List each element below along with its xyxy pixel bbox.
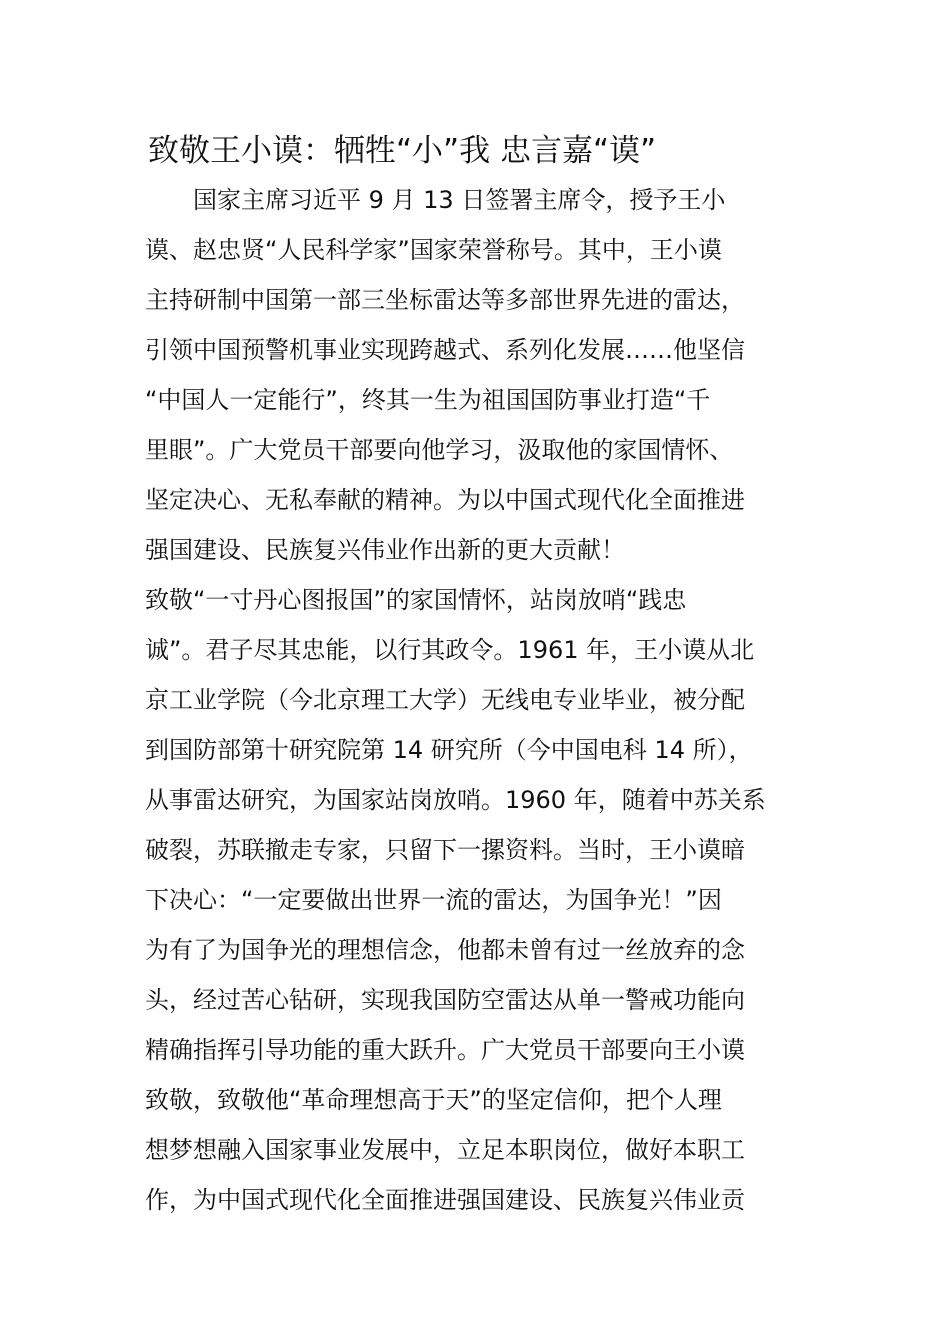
paragraph-line: 京工业学院（今北京理工大学）无线电专业毕业，被分配	[145, 686, 745, 714]
paragraph-line: 引领中国预警机事业实现跨越式、系列化发展……他坚信	[145, 336, 745, 364]
paragraph-line: 坚定决心、无私奉献的精神。为以中国式现代化全面推进	[145, 486, 745, 514]
paragraph-line: 作，为中国式现代化全面推进强国建设、民族复兴伟业贡	[145, 1186, 745, 1214]
paragraph-line: 里眼”。广大党员干部要向他学习，汲取他的家国情怀、	[145, 436, 734, 464]
paragraph-line: 想梦想融入国家事业发展中，立足本职岗位，做好本职工	[145, 1136, 745, 1164]
paragraph-line: 头，经过苦心钻研，实现我国防空雷达从单一警戒功能向	[145, 986, 745, 1014]
paragraph-line: 诚”。君子尽其忠能，以行其政令。1961 年，王小谟从北	[145, 636, 755, 664]
paragraph-line: 破裂，苏联撤走专家，只留下一摞资料。当时，王小谟暗	[145, 836, 745, 864]
paragraph-line: 谟、赵忠贤“人民科学家”国家荣誉称号。其中，王小谟	[145, 236, 722, 264]
paragraph-line: 致敬“一寸丹心图报国”的家国情怀，站岗放哨“践忠	[145, 586, 687, 614]
paragraph-line: 从事雷达研究，为国家站岗放哨。1960 年，随着中苏关系	[145, 786, 766, 814]
paragraph-line: 致敬，致敬他“革命理想高于天”的坚定信仰，把个人理	[145, 1086, 722, 1114]
paragraph-line: 到国防部第十研究院第 14 研究所（今中国电科 14 所），	[145, 736, 753, 764]
paragraph-line: 主持研制中国第一部三坐标雷达等多部世界先进的雷达，	[145, 286, 745, 314]
paragraph-line: 为有了为国争光的理想信念，他都未曾有过一丝放弃的念	[145, 936, 745, 964]
document-title: 致敬王小谟：牺牲“小”我 忠言嘉“谟”	[148, 133, 657, 169]
paragraph-line: 国家主席习近平 9 月 13 日签署主席令，授予王小	[145, 186, 726, 214]
paragraph-line: 精确指挥引导功能的重大跃升。广大党员干部要向王小谟	[145, 1036, 745, 1064]
paragraph-line: 下决心：“一定要做出世界一流的雷达，为国争光！”因	[145, 886, 722, 914]
paragraph-line: “中国人一定能行”，终其一生为祖国国防事业打造“千	[145, 386, 711, 414]
paragraph-line: 强国建设、民族复兴伟业作出新的更大贡献！	[145, 536, 625, 564]
